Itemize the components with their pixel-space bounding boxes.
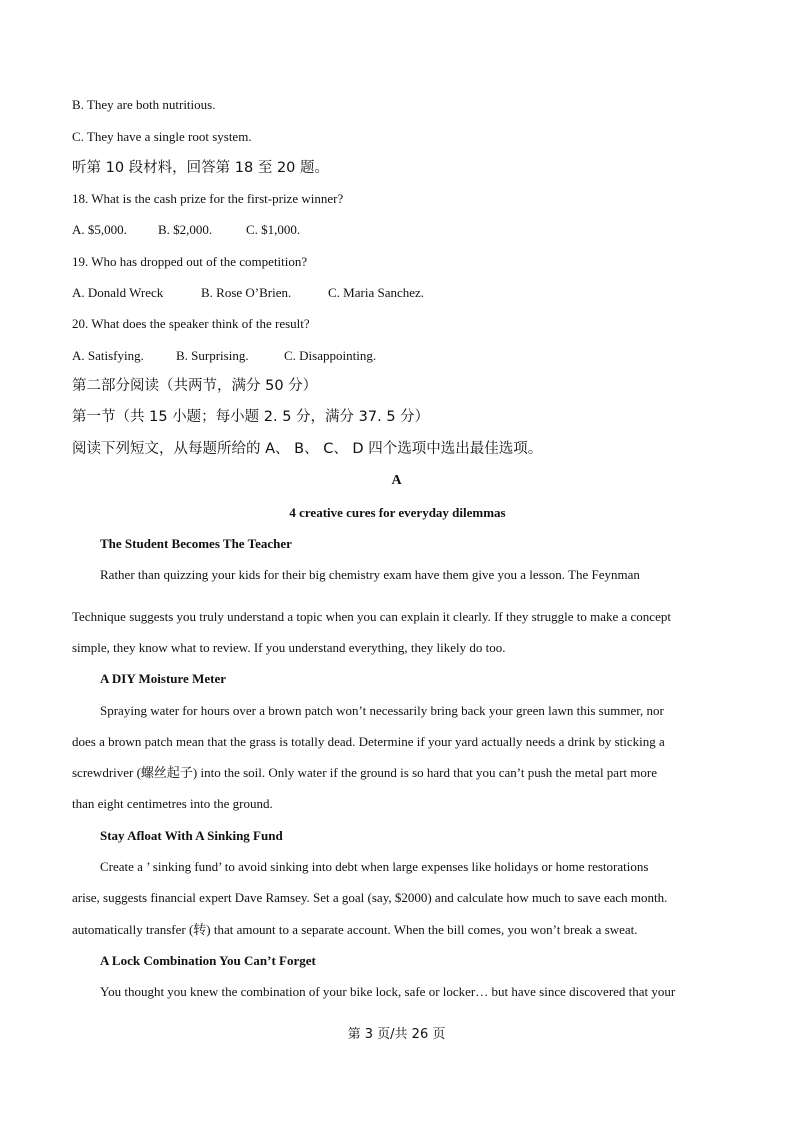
passage-title: 4 creative cures for everyday dilemmas <box>289 505 506 520</box>
option-20c: C. Disappointing. <box>284 348 377 363</box>
subheading-moisture-meter: A DIY Moisture Meter <box>100 671 226 686</box>
question-20: 20. What does the speaker think of the result? <box>72 316 310 331</box>
option-19c: C. Maria Sanchez. <box>328 285 425 300</box>
passage-letter: A <box>391 473 402 488</box>
paragraph-3-line-2: arise, suggests financial expert Dave Ramsey. Set a goal (say, $2000) and calculate how much to save each month. <box>72 890 668 905</box>
paragraph-4-line-1: You thought you knew the combination of your bike lock, safe or locker… but have since discovered that your <box>100 984 676 999</box>
option-17b: B. They are both nutritious. <box>72 97 216 112</box>
subheading-sinking-fund: Stay Afloat With A Sinking Fund <box>100 828 283 843</box>
question-19-options <box>72 285 424 301</box>
paragraph-3-line-1: Create a ’ sinking fund’ to avoid sinking into debt when large expenses like holidays or home restorations <box>100 859 649 874</box>
paragraph-1-line-2: Technique suggests you truly understand a topic when you can explain it clearly. If they struggle to make a concept <box>72 609 671 624</box>
page-number-footer: 第 3 页/共 26 页 <box>347 1027 446 1042</box>
subheading-student-teacher: The Student Becomes The Teacher <box>100 536 292 551</box>
reading-instruction: 阅读下列短文，从每题所给的 A、 B、 C、 D 四个选项中选出最佳选项。 <box>72 441 543 457</box>
option-20a: A. Satisfying. <box>72 348 144 363</box>
paragraph-2-line-4: than eight centimetres into the ground. <box>72 796 273 811</box>
option-20b: B. Surprising. <box>176 348 249 363</box>
question-18-options <box>72 222 300 238</box>
option-19a: A. Donald Wreck <box>72 285 164 300</box>
listening-section-10-instruction: 听第 10 段材料，回答第 18 至 20 题。 <box>72 160 330 176</box>
paragraph-2-line-1: Spraying water for hours over a brown patch won’t necessarily bring back your green lawn this summer, nor <box>100 703 664 718</box>
paragraph-1-line-3: simple, they know what to review. If you understand everything, they likely do too. <box>72 640 506 655</box>
question-19: 19. Who has dropped out of the competition? <box>72 254 308 269</box>
section-one-heading: 第一节（共 15 小题；每小题 2. 5 分，满分 37. 5 分） <box>72 409 430 425</box>
option-18b: B. $2,000. <box>158 222 213 237</box>
option-17c: C. They have a single root system. <box>72 129 252 144</box>
paragraph-1-line-1: Rather than quizzing your kids for their big chemistry exam have them give you a lesson. The Feynman <box>100 567 640 582</box>
question-20-options <box>72 348 376 364</box>
paragraph-2-line-3: screwdriver (螺丝起子) into the soil. Only water if the ground is so hard that you can’t push the metal part more <box>72 765 657 780</box>
part-two-heading: 第二部分阅读（共两节，满分 50 分） <box>72 378 318 394</box>
subheading-lock-combination: A Lock Combination You Can’t Forget <box>100 953 316 968</box>
paragraph-3-line-3: automatically transfer (转) that amount to a separate account. When the bill comes, you won’t break a sweat. <box>72 922 638 937</box>
question-18: 18. What is the cash prize for the first-prize winner? <box>72 191 344 206</box>
option-19b: B. Rose O’Brien. <box>201 285 292 300</box>
option-18c: C. $1,000. <box>246 222 301 237</box>
option-18a: A. $5,000. <box>72 222 127 237</box>
paragraph-2-line-2: does a brown patch mean that the grass is totally dead. Determine if your yard actually needs a drink by sticking a <box>72 734 665 749</box>
